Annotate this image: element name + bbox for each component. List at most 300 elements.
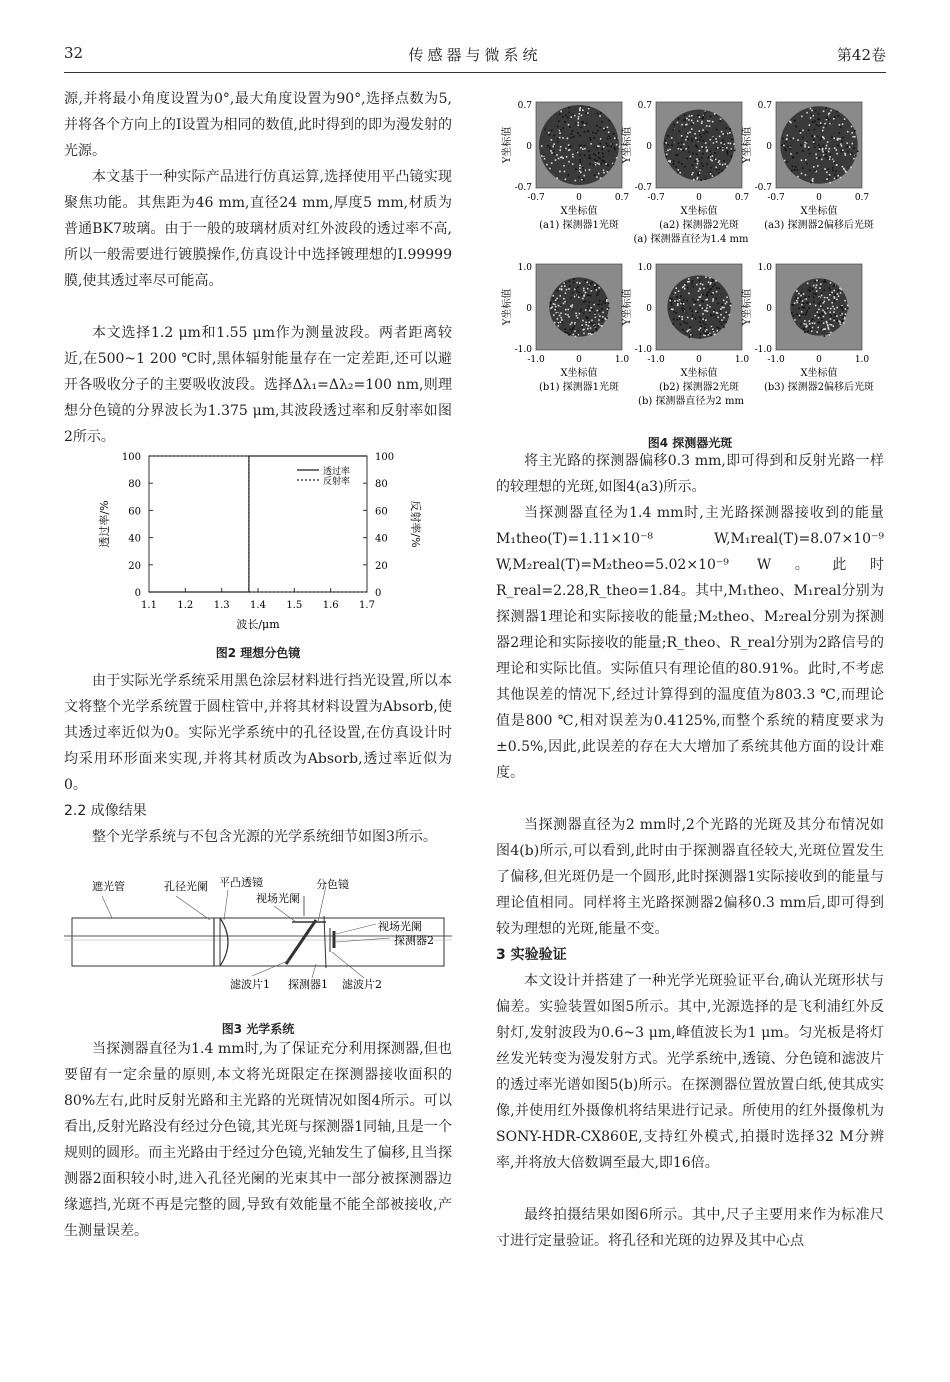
y-tick-label-right: 60 [375, 506, 388, 518]
spot-speckle [834, 284, 836, 286]
spot-speckle [833, 137, 835, 139]
spot-speckle [812, 327, 814, 329]
spot-speckle [682, 137, 684, 139]
spot-speckle [707, 304, 709, 306]
spot-speckle [829, 289, 831, 291]
spot-speckle [702, 153, 704, 155]
spot-speckle [687, 317, 689, 319]
x-tick-label: 0 [576, 355, 582, 365]
spot-speckle [715, 148, 717, 150]
spot-speckle [595, 154, 597, 156]
spot-speckle [829, 324, 831, 326]
spot-speckle [706, 329, 708, 331]
spot-speckle [685, 124, 687, 126]
spot-speckle [599, 158, 601, 160]
spot-speckle [692, 286, 694, 288]
spot-speckle [559, 113, 561, 115]
spot-speckle [681, 142, 683, 144]
spot-speckle [550, 150, 552, 152]
spot-speckle [606, 300, 608, 302]
spot-speckle [803, 293, 805, 295]
x-tick-label: 1.0 [734, 355, 750, 365]
spot-speckle [826, 322, 828, 324]
row-caption: (b) 探测器直径为2 mm [638, 396, 744, 407]
spot-speckle [700, 333, 702, 335]
figure-caption: 图3 光学系统 [221, 1022, 295, 1036]
spot-speckle [727, 133, 729, 135]
spot-speckle [560, 146, 562, 148]
spot-speckle [669, 149, 671, 151]
spot-speckle [797, 176, 799, 178]
spot-speckle [824, 279, 826, 281]
spot-speckle [686, 300, 688, 302]
spot-speckle [807, 302, 809, 304]
spot-speckle [815, 154, 817, 156]
spot-speckle [800, 295, 802, 297]
spot-speckle [803, 307, 805, 309]
spot-speckle [822, 151, 824, 153]
spot-speckle [686, 331, 688, 333]
spot-speckle [590, 283, 592, 285]
spot-speckle [699, 337, 701, 339]
spot-speckle [678, 143, 680, 145]
label-filter-2: 滤波片2 [342, 978, 382, 991]
spot-speckle [590, 333, 592, 335]
spot-speckle [598, 325, 600, 327]
spot-speckle [847, 308, 849, 310]
spot-speckle [730, 143, 732, 145]
spot-speckle [667, 149, 669, 151]
spot-speckle [597, 304, 599, 306]
spot-speckle [796, 300, 798, 302]
spot-speckle [836, 315, 838, 317]
spot-speckle [699, 159, 701, 161]
spot-speckle [582, 109, 584, 111]
spot-speckle [800, 144, 802, 146]
spot-speckle [823, 138, 825, 140]
spot-speckle [556, 177, 558, 179]
spot-speckle [844, 154, 846, 156]
spot-speckle [823, 328, 825, 330]
spot-speckle [837, 175, 839, 177]
spot-speckle [712, 286, 714, 288]
spot-speckle [691, 138, 693, 140]
spot-speckle [572, 154, 574, 156]
spot-speckle [599, 300, 601, 302]
y-tick-label: -0.7 [754, 183, 772, 193]
x-tick-label: 1.3 [213, 600, 230, 611]
spot-speckle [677, 122, 679, 124]
spot-speckle [721, 319, 723, 321]
spot-speckle [575, 180, 577, 182]
spot-speckle [700, 327, 702, 329]
spot-speckle [828, 176, 830, 178]
spot-speckle [596, 176, 598, 178]
spot-speckle [705, 178, 707, 180]
spot-speckle [844, 153, 846, 155]
spot-speckle [782, 138, 784, 140]
label-field-stop: 视场光阑 [256, 892, 300, 905]
spot-speckle [724, 163, 726, 165]
spot-speckle [679, 318, 681, 320]
spot-speckle [582, 329, 584, 331]
spot-speckle [698, 114, 700, 116]
spot-speckle [818, 314, 820, 316]
spot-speckle [702, 284, 704, 286]
spot-speckle [572, 292, 574, 294]
spot-speckle [815, 110, 817, 112]
spot-speckle [696, 311, 698, 313]
spot-speckle [817, 136, 819, 138]
spot-speckle [711, 160, 713, 162]
spot-speckle [805, 314, 807, 316]
spot-speckle [580, 147, 582, 149]
spot-speckle [803, 323, 805, 325]
spot-speckle [577, 286, 579, 288]
spot-speckle [828, 148, 830, 150]
spot-speckle [833, 296, 835, 298]
spot-speckle [831, 158, 833, 160]
spot-speckle [547, 145, 549, 147]
spot-speckle [697, 140, 699, 142]
spot-speckle [711, 293, 713, 295]
spot-speckle [564, 171, 566, 173]
spot-speckle [554, 304, 556, 306]
spot-speckle [845, 171, 847, 173]
spot-speckle [685, 283, 687, 285]
spot-speckle [599, 325, 601, 327]
spot-speckle [814, 322, 816, 324]
spot-speckle [722, 139, 724, 141]
spot-speckle [606, 298, 608, 300]
spot-speckle [834, 300, 836, 302]
spot-speckle [573, 282, 575, 284]
spot-speckle [818, 303, 820, 305]
spot-speckle [578, 116, 580, 118]
spot-speckle [704, 114, 706, 116]
spot-speckle [697, 172, 699, 174]
spot-speckle [553, 150, 555, 152]
spot-speckle [800, 298, 802, 300]
spot-speckle [588, 108, 590, 110]
spot-speckle [557, 325, 559, 327]
spot-speckle [785, 149, 787, 151]
spot-speckle [679, 316, 681, 318]
spot-speckle [824, 168, 826, 170]
spot-speckle [812, 318, 814, 320]
spot-speckle [721, 170, 723, 172]
spot-speckle [594, 159, 596, 161]
spot-speckle [803, 297, 805, 299]
spot-speckle [690, 334, 692, 336]
spot-speckle [829, 287, 831, 289]
x-tick-label: -0.7 [527, 193, 545, 203]
spot-speckle [819, 287, 821, 289]
spot-speckle [854, 130, 856, 132]
spot-speckle [593, 137, 595, 139]
spot-speckle [721, 323, 723, 325]
spot-speckle [818, 144, 820, 146]
spot-speckle [799, 130, 801, 132]
y-tick-label: -0.7 [514, 183, 532, 193]
spot-speckle [831, 292, 833, 294]
spot-speckle [828, 299, 830, 301]
spot-speckle [616, 157, 618, 159]
spot-speckle [791, 170, 793, 172]
spot-speckle [560, 305, 562, 307]
spot-speckle [588, 321, 590, 323]
spot-speckle [549, 147, 551, 149]
spot-speckle [568, 107, 570, 109]
spot-speckle [709, 120, 711, 122]
spot-speckle [794, 302, 796, 304]
spot-speckle [702, 118, 704, 120]
spot-speckle [686, 323, 688, 325]
paragraph: 本文选择1.2 μm和1.55 μm作为测量波段。两者距离较近,在500~1 200 ℃时,黑体辐射能量存在一定差距,还可以避开各吸收分子的主要吸收波段。选择Δλ₁=Δλ₂=100 nm,则理想分色镜的分界波长为1.375 μm,其波段透过率和反射率如图2所示。 [64, 325, 452, 445]
spot-speckle [704, 333, 706, 335]
spot-speckle [551, 139, 553, 141]
spot-speckle [588, 333, 590, 335]
spot-speckle [594, 174, 596, 176]
spot-speckle [829, 123, 831, 125]
spot-speckle [851, 132, 853, 134]
spot-speckle [684, 284, 686, 286]
spot-speckle [583, 288, 585, 290]
spot-speckle [707, 120, 709, 122]
spot-speckle [804, 146, 806, 148]
spot-speckle [704, 327, 706, 329]
spot-speckle [574, 288, 576, 290]
spot-speckle [828, 328, 830, 330]
spot-speckle [806, 310, 808, 312]
spot-speckle [572, 163, 574, 165]
spot-speckle [728, 142, 730, 144]
spot-speckle [713, 311, 715, 313]
spot-speckle [561, 319, 563, 321]
spot-speckle [810, 328, 812, 330]
spot-speckle [601, 148, 603, 150]
spot-speckle [709, 125, 711, 127]
spot-speckle [730, 305, 732, 307]
spot-speckle [814, 315, 816, 317]
spot-speckle [567, 314, 569, 316]
spot-speckle [829, 182, 831, 184]
spot-speckle [608, 150, 610, 152]
spot-speckle [823, 302, 825, 304]
spot-speckle [703, 148, 705, 150]
spot-speckle [705, 147, 707, 149]
spot-speckle [568, 288, 570, 290]
panel-caption: (b2) 探测器2光斑 [658, 382, 740, 393]
spot-speckle [850, 166, 852, 168]
spot-speckle [716, 326, 718, 328]
spot-speckle [791, 304, 793, 306]
spot-speckle [582, 122, 584, 124]
spot-speckle [601, 121, 603, 123]
spot-speckle [785, 147, 787, 149]
spot-speckle [835, 149, 837, 151]
spot-speckle [686, 158, 688, 160]
spot-speckle [719, 120, 721, 122]
spot-speckle [820, 305, 822, 307]
spot-speckle [689, 336, 691, 338]
spot-speckle [703, 330, 705, 332]
spot-speckle [716, 312, 718, 314]
spot-speckle [691, 310, 693, 312]
spot-speckle [585, 300, 587, 302]
spot-speckle [695, 137, 697, 139]
spot-speckle [597, 130, 599, 132]
spot-speckle [834, 162, 836, 164]
spot-speckle [711, 326, 713, 328]
spot-speckle [825, 155, 827, 157]
spot-speckle [686, 136, 688, 138]
spot-speckle [831, 302, 833, 304]
spot-speckle [698, 130, 700, 132]
spot-speckle [804, 331, 806, 333]
spot-speckle [686, 118, 688, 120]
spot-speckle [560, 157, 562, 159]
dichroic-splitter [286, 920, 316, 964]
spot-speckle [602, 319, 604, 321]
spot-speckle [565, 114, 567, 116]
spot-speckle [812, 288, 814, 290]
spot-speckle [579, 108, 581, 110]
spot-speckle [595, 315, 597, 317]
spot-speckle [585, 112, 587, 114]
spot-speckle [589, 169, 591, 171]
spot-speckle [589, 137, 591, 139]
spot-speckle [565, 148, 567, 150]
spot-speckle [726, 165, 728, 167]
spot-speckle [591, 309, 593, 311]
spot-speckle [587, 130, 589, 132]
spot-speckle [584, 145, 586, 147]
spot-speckle [608, 303, 610, 305]
spot-speckle [703, 133, 705, 135]
spot-speckle [796, 169, 798, 171]
y-axis-label: Y坐标值 [622, 288, 633, 326]
y-tick-label-right: 20 [375, 560, 388, 572]
spot-speckle [569, 329, 571, 331]
spot-speckle [603, 156, 605, 158]
spot-speckle [569, 126, 571, 128]
spot-speckle [707, 295, 709, 297]
spot-speckle [570, 297, 572, 299]
spot-speckle [838, 295, 840, 297]
x-tick-label: 1.2 [177, 600, 194, 611]
spot-speckle [560, 317, 562, 319]
spot-speckle [584, 148, 586, 150]
spot-speckle [841, 307, 843, 309]
spot-speckle [819, 148, 821, 150]
spot-speckle [836, 320, 838, 322]
spot-speckle [716, 169, 718, 171]
spot-speckle [588, 302, 590, 304]
spot-speckle [554, 153, 556, 155]
spot-speckle [688, 281, 690, 283]
spot-speckle [555, 159, 557, 161]
spot-speckle [673, 124, 675, 126]
spot-speckle [693, 304, 695, 306]
spot-speckle [582, 298, 584, 300]
spot-speckle [857, 150, 859, 152]
spot-speckle [823, 322, 825, 324]
spot-speckle [836, 153, 838, 155]
spot-speckle [811, 320, 813, 322]
spot-speckle [702, 165, 704, 167]
spot-speckle [579, 159, 581, 161]
spot-speckle [553, 143, 555, 145]
spot-speckle [820, 139, 822, 141]
spot-speckle [593, 164, 595, 166]
spot-speckle [587, 328, 589, 330]
spot-speckle [664, 140, 666, 142]
spot-speckle [809, 291, 811, 293]
spot-speckle [559, 295, 561, 297]
spot-speckle [564, 301, 566, 303]
spot-speckle [830, 110, 832, 112]
spot-speckle [603, 128, 605, 130]
x-tick-label: 0.7 [614, 193, 630, 203]
spot-speckle [730, 148, 732, 150]
spot-speckle [822, 130, 824, 132]
spot-speckle [725, 127, 727, 129]
spot-speckle [814, 136, 816, 138]
spot-speckle [829, 332, 831, 334]
spot-speckle [805, 326, 807, 328]
spot-speckle [688, 278, 690, 280]
spot-speckle [591, 332, 593, 334]
spot-speckle [817, 327, 819, 329]
y-tick-label: 0 [766, 304, 772, 314]
section-heading: 3 实验验证 [496, 947, 567, 963]
spot-speckle [719, 163, 721, 165]
spot-speckle [852, 136, 854, 138]
spot-speckle [800, 314, 802, 316]
spot-speckle [681, 124, 683, 126]
spot-speckle [601, 303, 603, 305]
spot-speckle [598, 319, 600, 321]
spot-speckle [835, 177, 837, 179]
spot-speckle [710, 282, 712, 284]
spot-speckle [557, 290, 559, 292]
spot-speckle [818, 113, 820, 115]
spot-speckle [594, 312, 596, 314]
spot-speckle [590, 327, 592, 329]
spot-speckle [846, 146, 848, 148]
spot-speckle [828, 119, 830, 121]
spot-speckle [701, 163, 703, 165]
spot-speckle [704, 310, 706, 312]
spot-speckle [602, 316, 604, 318]
spot-speckle [808, 147, 810, 149]
spot-speckle [802, 130, 804, 132]
spot-speckle [723, 160, 725, 162]
spot-speckle [559, 149, 561, 151]
spot-speckle [795, 126, 797, 128]
spot-speckle [696, 284, 698, 286]
optical-system-diagram [64, 876, 452, 1016]
spot-speckle [603, 160, 605, 162]
spot-speckle [574, 296, 576, 298]
spot-speckle [588, 285, 590, 287]
spot-speckle [793, 138, 795, 140]
spot-speckle [593, 302, 595, 304]
spot-speckle [714, 284, 716, 286]
spot-speckle [829, 294, 831, 296]
spot-speckle [715, 159, 717, 161]
